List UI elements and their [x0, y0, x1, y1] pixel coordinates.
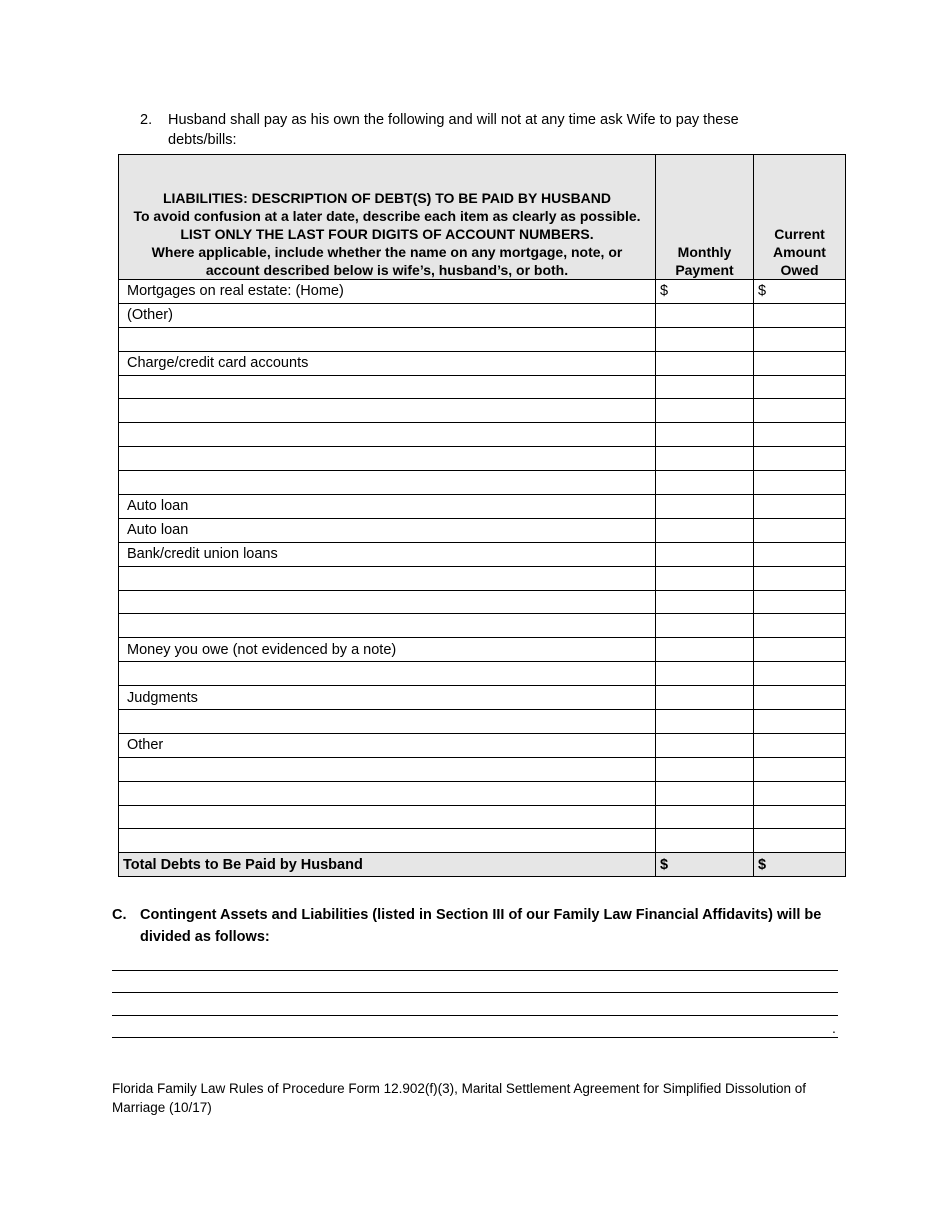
table-row — [119, 686, 846, 710]
monthly-payment-cell[interactable] — [656, 447, 754, 471]
monthly-payment-cell[interactable] — [656, 542, 754, 566]
debt-description-cell[interactable] — [119, 327, 656, 351]
monthly-payment-cell[interactable] — [656, 781, 754, 805]
blank-line-period: . — [832, 1020, 836, 1036]
amount-owed-cell[interactable] — [754, 327, 846, 351]
amount-owed-cell[interactable] — [754, 686, 846, 710]
table-row — [119, 590, 846, 614]
table-row — [119, 447, 846, 471]
header-line-3: LIST ONLY THE LAST FOUR DIGITS OF ACCOUNT NUMBERS. — [180, 226, 594, 242]
table-row — [119, 518, 846, 542]
amount-owed-cell[interactable] — [754, 662, 846, 686]
table-row — [119, 710, 846, 734]
debt-description-cell[interactable] — [119, 614, 656, 638]
monthly-payment-cell[interactable] — [656, 710, 754, 734]
amount-owed-cell[interactable] — [754, 590, 846, 614]
header-line-2: To avoid confusion at a later date, describe each item as clearly as possible. — [133, 208, 641, 224]
table-row — [119, 757, 846, 781]
debt-description-cell[interactable]: Other — [119, 733, 656, 757]
debt-description-cell[interactable]: (Other) — [119, 303, 656, 327]
amount-owed-cell[interactable] — [754, 638, 846, 662]
amount-owed-cell[interactable] — [754, 757, 846, 781]
debt-description-cell[interactable]: Mortgages on real estate: (Home) — [119, 280, 656, 304]
monthly-payment-cell[interactable] — [656, 375, 754, 399]
table-row — [119, 781, 846, 805]
monthly-payment-cell[interactable] — [656, 399, 754, 423]
amount-owed-cell[interactable] — [754, 829, 846, 853]
blank-line[interactable] — [112, 992, 838, 993]
debt-description-cell[interactable] — [119, 662, 656, 686]
amount-owed-cell[interactable] — [754, 805, 846, 829]
section-c-text: Contingent Assets and Liabilities (listed in Section III of our Family Law Financial Affidavits) will be divided as follows: — [140, 907, 822, 945]
table-row — [119, 638, 846, 662]
monthly-payment-header: Monthly Payment — [656, 155, 754, 280]
amount-owed-cell[interactable] — [754, 375, 846, 399]
monthly-payment-cell[interactable] — [656, 471, 754, 495]
debt-description-cell[interactable] — [119, 423, 656, 447]
blank-line[interactable] — [112, 1015, 838, 1016]
debt-description-cell[interactable] — [119, 447, 656, 471]
table-row — [119, 303, 846, 327]
table-header-row — [119, 155, 846, 280]
debt-description-cell[interactable]: Auto loan — [119, 495, 656, 519]
amount-owed-cell[interactable] — [754, 614, 846, 638]
amount-owed-cell[interactable] — [754, 495, 846, 519]
table-row — [119, 614, 846, 638]
amount-owed-cell[interactable] — [754, 303, 846, 327]
debt-description-cell[interactable] — [119, 829, 656, 853]
amount-owed-cell[interactable] — [754, 351, 846, 375]
monthly-payment-cell[interactable] — [656, 829, 754, 853]
amount-owed-cell[interactable] — [754, 423, 846, 447]
amount-owed-cell[interactable] — [754, 710, 846, 734]
liabilities-header — [119, 155, 656, 280]
debt-description-cell[interactable]: Money you owe (not evidenced by a note) — [119, 638, 656, 662]
monthly-payment-cell[interactable] — [656, 590, 754, 614]
monthly-payment-cell[interactable] — [656, 733, 754, 757]
table-row — [119, 733, 846, 757]
table-row — [119, 495, 846, 519]
table-row — [119, 399, 846, 423]
amount-owed-cell[interactable] — [754, 566, 846, 590]
table-row — [119, 471, 846, 495]
monthly-payment-cell[interactable] — [656, 638, 754, 662]
table-row — [119, 542, 846, 566]
total-monthly-payment: $ — [656, 853, 754, 877]
total-label: Total Debts to Be Paid by Husband — [119, 853, 656, 877]
amount-owed-cell[interactable]: $ — [754, 280, 846, 304]
table-row — [119, 280, 846, 304]
debt-description-cell[interactable]: Bank/credit union loans — [119, 542, 656, 566]
amount-owed-cell[interactable] — [754, 733, 846, 757]
item-number: 2. — [140, 112, 153, 128]
monthly-payment-cell[interactable] — [656, 614, 754, 638]
blank-line[interactable] — [112, 970, 838, 971]
monthly-payment-cell[interactable] — [656, 423, 754, 447]
debt-description-cell[interactable] — [119, 375, 656, 399]
table-row — [119, 423, 846, 447]
debt-description-cell[interactable] — [119, 757, 656, 781]
monthly-payment-cell[interactable] — [656, 518, 754, 542]
monthly-payment-cell[interactable] — [656, 566, 754, 590]
debt-description-cell[interactable] — [119, 710, 656, 734]
item-text: Husband shall pay as his own the following and will not at any time ask Wife to pay these debts/bills: — [168, 112, 739, 148]
monthly-payment-cell[interactable]: $ — [656, 280, 754, 304]
monthly-payment-cell[interactable] — [656, 662, 754, 686]
amount-owed-cell[interactable] — [754, 447, 846, 471]
amount-owed-cell[interactable] — [754, 518, 846, 542]
table-row — [119, 829, 846, 853]
debt-description-cell[interactable] — [119, 566, 656, 590]
debt-description-cell[interactable]: Charge/credit card accounts — [119, 351, 656, 375]
total-row — [119, 853, 846, 877]
table-row — [119, 327, 846, 351]
table-row — [119, 805, 846, 829]
monthly-payment-cell[interactable] — [656, 327, 754, 351]
amount-owed-cell[interactable] — [754, 471, 846, 495]
monthly-payment-cell[interactable] — [656, 351, 754, 375]
monthly-payment-cell[interactable] — [656, 757, 754, 781]
amount-owed-cell[interactable] — [754, 781, 846, 805]
monthly-payment-cell[interactable] — [656, 805, 754, 829]
debt-description-cell[interactable] — [119, 805, 656, 829]
blank-line[interactable] — [112, 1037, 838, 1038]
husband-debts-table — [118, 154, 846, 877]
table-row — [119, 566, 846, 590]
monthly-payment-cell[interactable] — [656, 686, 754, 710]
debt-description-cell[interactable] — [119, 471, 656, 495]
table-row — [119, 351, 846, 375]
debt-description-cell[interactable] — [119, 399, 656, 423]
debt-description-cell[interactable] — [119, 590, 656, 614]
debt-description-cell[interactable] — [119, 781, 656, 805]
debt-description-cell[interactable]: Judgments — [119, 686, 656, 710]
header-line-1: LIABILITIES: DESCRIPTION OF DEBT(S) TO BE PAID BY HUSBAND — [162, 190, 612, 206]
table-row — [119, 375, 846, 399]
header-line-4: Where applicable, include whether the name on any mortgage, note, or account described below is wife’s, husband’s, or both. — [151, 244, 623, 278]
monthly-payment-cell[interactable] — [656, 495, 754, 519]
section-c-label: C. — [112, 907, 127, 923]
debt-description-cell[interactable]: Auto loan — [119, 518, 656, 542]
form-footer: Florida Family Law Rules of Procedure Form 12.902(f)(3), Marital Settlement Agreement for Simplified Dissolution of Marriage (10/17) — [112, 1081, 807, 1115]
amount-owed-cell[interactable] — [754, 399, 846, 423]
table-row — [119, 662, 846, 686]
monthly-payment-cell[interactable] — [656, 303, 754, 327]
amount-owed-cell[interactable] — [754, 542, 846, 566]
total-amount-owed: $ — [754, 853, 846, 877]
current-amount-owed-header: Current Amount Owed — [754, 155, 846, 280]
